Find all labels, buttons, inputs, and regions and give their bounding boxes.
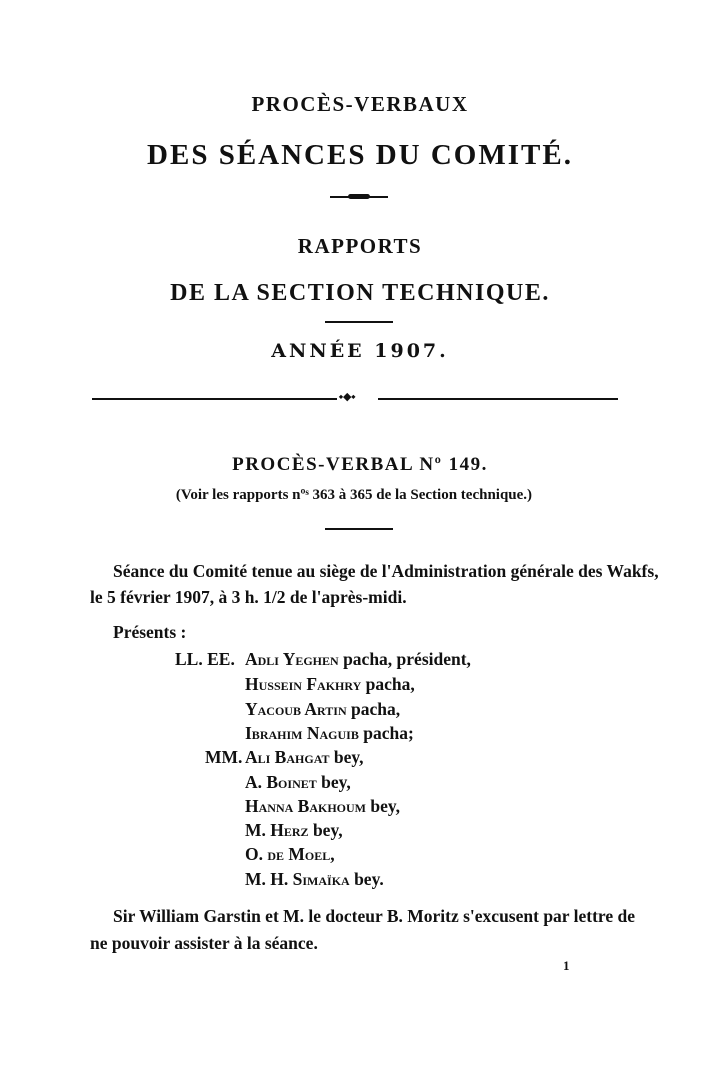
excuse-line-1: Sir William Garstin et M. le docteur B. Moritz s'excusent par lettre de [113, 906, 636, 926]
subtitle-line-2: DE LA SECTION TECHNIQUE. [170, 280, 550, 306]
attendee: Adli Yeghen pacha, président, [245, 649, 471, 669]
group1-prefix: LL. EE. [175, 649, 235, 669]
presents-label: Présents : [113, 622, 187, 642]
main-divider-left [92, 398, 337, 400]
title-line-1: PROCÈS-VERBAUX [251, 92, 469, 116]
title-line-2: DES SÉANCES DU COMITÉ. [147, 139, 573, 171]
main-divider-right [378, 398, 618, 400]
attendee: Hussein Fakhry pacha, [245, 674, 415, 694]
subtitle-line-1: RAPPORTS [297, 234, 423, 258]
opening-line-1: Séance du Comité tenue au siège de l'Administration générale des Wakfs, [113, 561, 659, 581]
proces-verbal-title: PROCÈS-VERBAL Nº 149. [232, 454, 488, 475]
report-reference: (Voir les rapports nºˢ 363 à 365 de la Section technique.) [175, 487, 533, 503]
attendee: O. de Moel, [245, 844, 335, 864]
attendee: Yacoub Artin pacha, [245, 699, 401, 719]
attendee: Ibrahim Naguib pacha; [245, 723, 414, 743]
divider-short-2 [325, 321, 393, 323]
attendee: M. H. Simaïka bey. [245, 869, 384, 889]
group2-prefix: MM. [205, 747, 243, 767]
year-heading: ANNÉE 1907. [271, 340, 449, 362]
excuse-line-2: ne pouvoir assister à la séance. [90, 933, 318, 953]
page-number: 1 [563, 958, 570, 973]
divider-ornament-1 [348, 194, 370, 199]
attendee: Ali Bahgat bey, [245, 747, 364, 767]
divider-short-3 [325, 528, 393, 530]
attendee: M. Herz bey, [245, 820, 343, 840]
opening-line-2: le 5 février 1907, à 3 h. 1/2 de l'après-midi. [90, 587, 407, 607]
main-divider-ornament: ⬩◆⬩ [339, 391, 356, 403]
attendee: A. Boinet bey, [245, 772, 351, 792]
attendee: Hanna Bakhoum bey, [245, 796, 401, 816]
